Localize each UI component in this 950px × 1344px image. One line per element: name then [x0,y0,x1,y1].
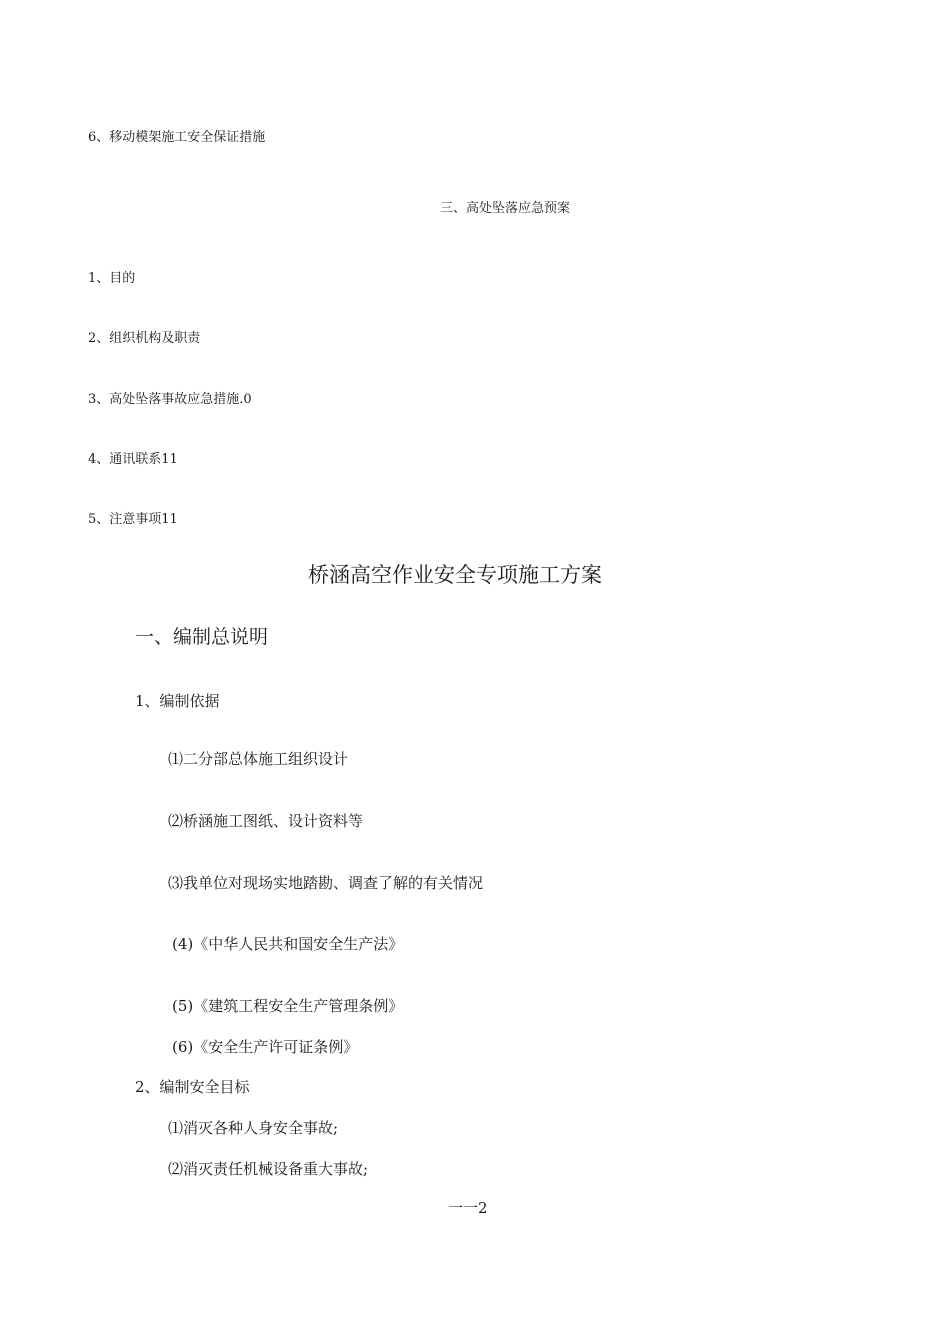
subsection-heading-basis: 1、编制依据 [135,692,220,710]
toc-sub-item-1: 1、目的 [88,271,136,286]
toc-sub-item-2: 2、组织机构及职责 [88,331,201,346]
toc-sub-item-3: 3、高处坠落事故应急措施.0 [88,392,252,407]
page-number: 一一2 [448,1199,488,1217]
goal-item: ⑴消灭各种人身安全事故; [168,1119,339,1137]
basis-item: (5)《建筑工程安全生产管理条例》 [172,997,404,1015]
toc-section-3-heading: 三、高处坠落应急预案 [440,201,571,216]
basis-item: ⑶我单位对现场实地踏勘、调查了解的有关情况 [168,874,484,892]
basis-item: ⑵桥涵施工图纸、设计资料等 [168,812,364,830]
basis-item: ⑴二分部总体施工组织设计 [168,750,349,768]
toc-item-6: 6、移动模架施工安全保证措施 [88,130,266,145]
basis-item: (6)《安全生产许可证条例》 [172,1038,359,1056]
subsection-heading-goals: 2、编制安全目标 [135,1078,250,1096]
section-heading: 一、编制总说明 [135,626,269,648]
toc-sub-item-4: 4、通讯联系11 [88,452,178,467]
document-title: 桥涵高空作业安全专项施工方案 [308,563,602,587]
toc-sub-item-5: 5、注意事项11 [88,512,178,527]
basis-item: (4)《中华人民共和国安全生产法》 [172,935,404,953]
goal-item: ⑵消灭责任机械设备重大事故; [168,1160,369,1178]
